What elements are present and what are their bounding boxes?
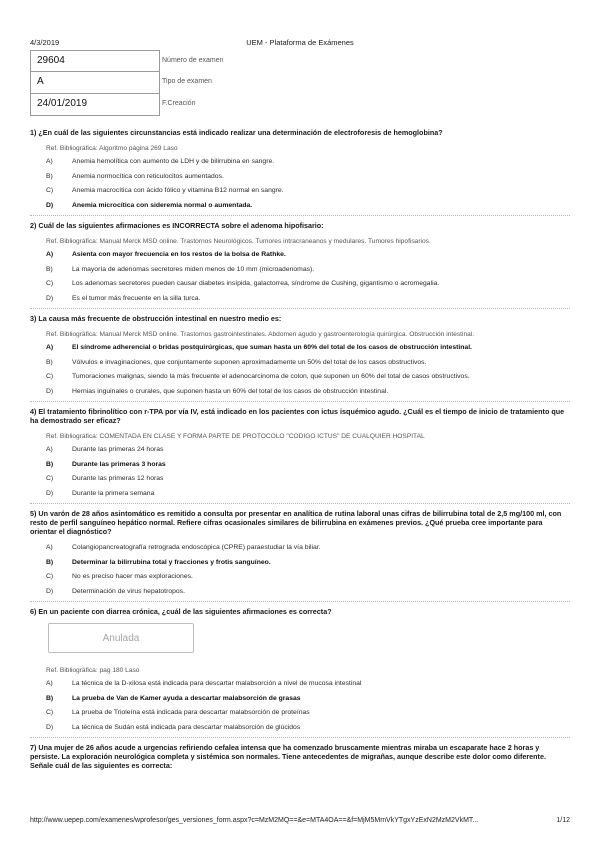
option-a-correct: A) El síndrome adherencial o bridas postquirúrgicas, que suman hasta un 60% del total de los casos de obstrucción intestinal.	[46, 344, 472, 351]
option-a-correct: A) Asienta con mayor frecuencia en los restos de la bolsa de Rathke.	[46, 251, 286, 258]
question-7	[30, 737, 570, 770]
option-c: C) Tumoraciones malignas, siendo la más frecuente el adenocarcinoma de colon, que suponen un 60% del total de casos obstructivos.	[46, 373, 470, 380]
exam-type-row	[30, 72, 212, 94]
question-3	[30, 308, 570, 396]
option-b: B) Anemia normocítica con reticulocitos aumentados.	[46, 172, 224, 180]
option-d-correct: D) Anemia microcítica con sideremia normal o aumentada.	[46, 201, 253, 209]
exam-info-table	[30, 50, 224, 116]
option-d: D) Durante la primera semana	[46, 489, 155, 497]
bibliographic-reference: Ref. Bibliográfica: pag 180 Laso	[46, 667, 140, 674]
exam-number-value: 29604	[37, 55, 65, 66]
question-4	[30, 401, 570, 498]
question-text: 3) La causa más frecuente de obstrucción intestinal en nuestro medio es:	[30, 314, 282, 323]
question-text: 2) Cuál de las siguientes afirmaciones es INCORRECTA sobre el adenoma hipofisario:	[30, 221, 324, 230]
creation-date-value: 24/01/2019	[37, 98, 88, 109]
question-text: 5) Un varón de 28 años asintomático es remitido a consulta por presentar en analítica de rutina laboral unas cifras de bilirrubina total de 2,5 mg/100 ml, con resto de perfil sanguíneo hepático normal. Refiere cifras ocasionales similares de bilirrubina en exámenes previos. ¿Qué prueba cree importante para orientar el diagnóstico?	[30, 509, 562, 536]
option-c: C) No es preciso hacer mas exploraciones.	[46, 573, 193, 580]
source-url: http://www.uepep.com/examenes/wprofesor/ges_versiones_form.aspx?c=MzM2MQ==&e=MTA4OA==&f=MjM5MmVkYTgxYzExN2MzM2VkMT...	[30, 817, 479, 824]
bibliographic-reference: Ref. Bibliográfica: Manual Merck MSD online. Trastornos gastrointestinales. Abdomen agudo y gastroenterología quirúrgica. Obstrucción intestinal.	[46, 331, 475, 338]
option-d: D) Determinación de virus hepatotropos.	[46, 587, 185, 595]
platform-title: UEM - Plataforma de Exámenes	[246, 38, 354, 47]
question-2	[30, 215, 570, 303]
exam-type-label: Tipo de examen	[162, 78, 212, 85]
question-text: 6) En un paciente con diarrea crónica, ¿cuál de las siguientes afirmaciones es correcta?	[30, 607, 332, 616]
option-c: C) Durante las primeras 12 horas	[46, 475, 164, 482]
option-b-correct: B) Durante las primeras 3 horas	[46, 460, 166, 468]
option-b: B) Vólvulos e invaginaciones, que conjuntamente suponen aproximadamente un 50% del total de los casos obstructivos.	[46, 358, 427, 366]
bibliographic-reference: Ref. Bibliográfica: Algoritmo página 269 Laso	[46, 145, 178, 152]
bibliographic-reference: Ref. Bibliográfica: Manual Merck MSD online. Trastornos Neurológicos. Tumores intracraneanos y medulares. Tumores hipofisarios.	[46, 238, 431, 245]
option-a: A) Anemia hemolítica con aumento de LDH y de bilirrubina en sangre.	[46, 158, 275, 165]
option-d: D) Hernias inguinales o crurales, que suponen hasta un 60% del total de los casos de obstrucción intestinal.	[46, 387, 389, 395]
option-d: D) Es el tumor más frecuente en la silla turca.	[46, 294, 201, 302]
option-d: D) La técnica de Sudán está indicada para descartar malabsorción de glúcidos	[46, 723, 301, 731]
question-text: 1) ¿En cuál de las siguientes circunstancias está indicado realizar una determinación de electroforesis de hemoglobina?	[30, 128, 443, 137]
option-a: A) Colangiopancreatografía retrograda endoscópica (CPRE) paraestudiar la vía biliar.	[46, 544, 321, 551]
option-b-correct: B) La prueba de Van de Kamer ayuda a descartar malabsorción de grasas	[46, 694, 301, 702]
question-list	[30, 123, 570, 777]
question-5	[30, 503, 570, 596]
exam-number-label: Número de examen	[162, 57, 224, 64]
question-1	[30, 123, 570, 210]
option-a: A) Durante las primeras 24 horas	[46, 446, 164, 453]
page-number: 1/12	[556, 817, 570, 824]
page-header	[30, 38, 570, 50]
exam-number-row	[30, 50, 224, 72]
question-6	[30, 601, 570, 732]
option-b-correct: B) Determinar la bilirrubina total y fracciones y frotis sanguíneo.	[46, 558, 271, 566]
creation-date-label: F.Creación	[162, 100, 196, 107]
question-text: 4) El tratamiento fibrinolítico con r-TPA por vía IV, está indicado en los pacientes con ictus isquémico agudo. ¿Cuál es el tiempo de inicio de tratamiento que ha demostrado ser eficaz?	[30, 407, 565, 425]
option-a: A) La técnica de la D-xilosa está indicada para descartar malabsorción a nivel de mucosa intestinal	[46, 680, 362, 687]
question-text: 7) Una mujer de 26 años acude a urgencias refiriendo cefalea intensa que ha comenzado bruscamente mientras miraba un escaparate hace 2 horas y persiste. La exploración neurológica completa y sistémica son normales. Tiene antecedentes de migrañas, aunque describe este dolor como diferente. Señale cuál de las siguientes es correcta:	[30, 743, 546, 770]
annulled-badge: Anulada	[48, 623, 194, 653]
print-date: 4/3/2019	[30, 38, 60, 47]
option-c: C) Los adenomas secretores pueden causar diabetes insípida, galactorrea, síndrome de Cushing, gigantismo o acromegalia.	[46, 280, 440, 287]
exam-type-value: A	[37, 76, 44, 87]
option-c: C) Anemia macrocítica con ácido fólico y vitamina B12 normal en sangre.	[46, 187, 284, 194]
option-c: C) La prueba de Trioleína está indicada para descartar malabsorción de proteínas	[46, 709, 310, 716]
bibliographic-reference: Ref. Bibliográfica: COMENTADA EN CLASE Y FORMA PARTE DE PROTOCOLO "CODIGO ICTUS" DE CUALQUIER HOSPITAL	[46, 433, 425, 440]
option-b: B) La mayoría de adenomas secretores miden menos de 10 mm (microadenomas).	[46, 265, 315, 273]
creation-date-row	[30, 94, 196, 116]
